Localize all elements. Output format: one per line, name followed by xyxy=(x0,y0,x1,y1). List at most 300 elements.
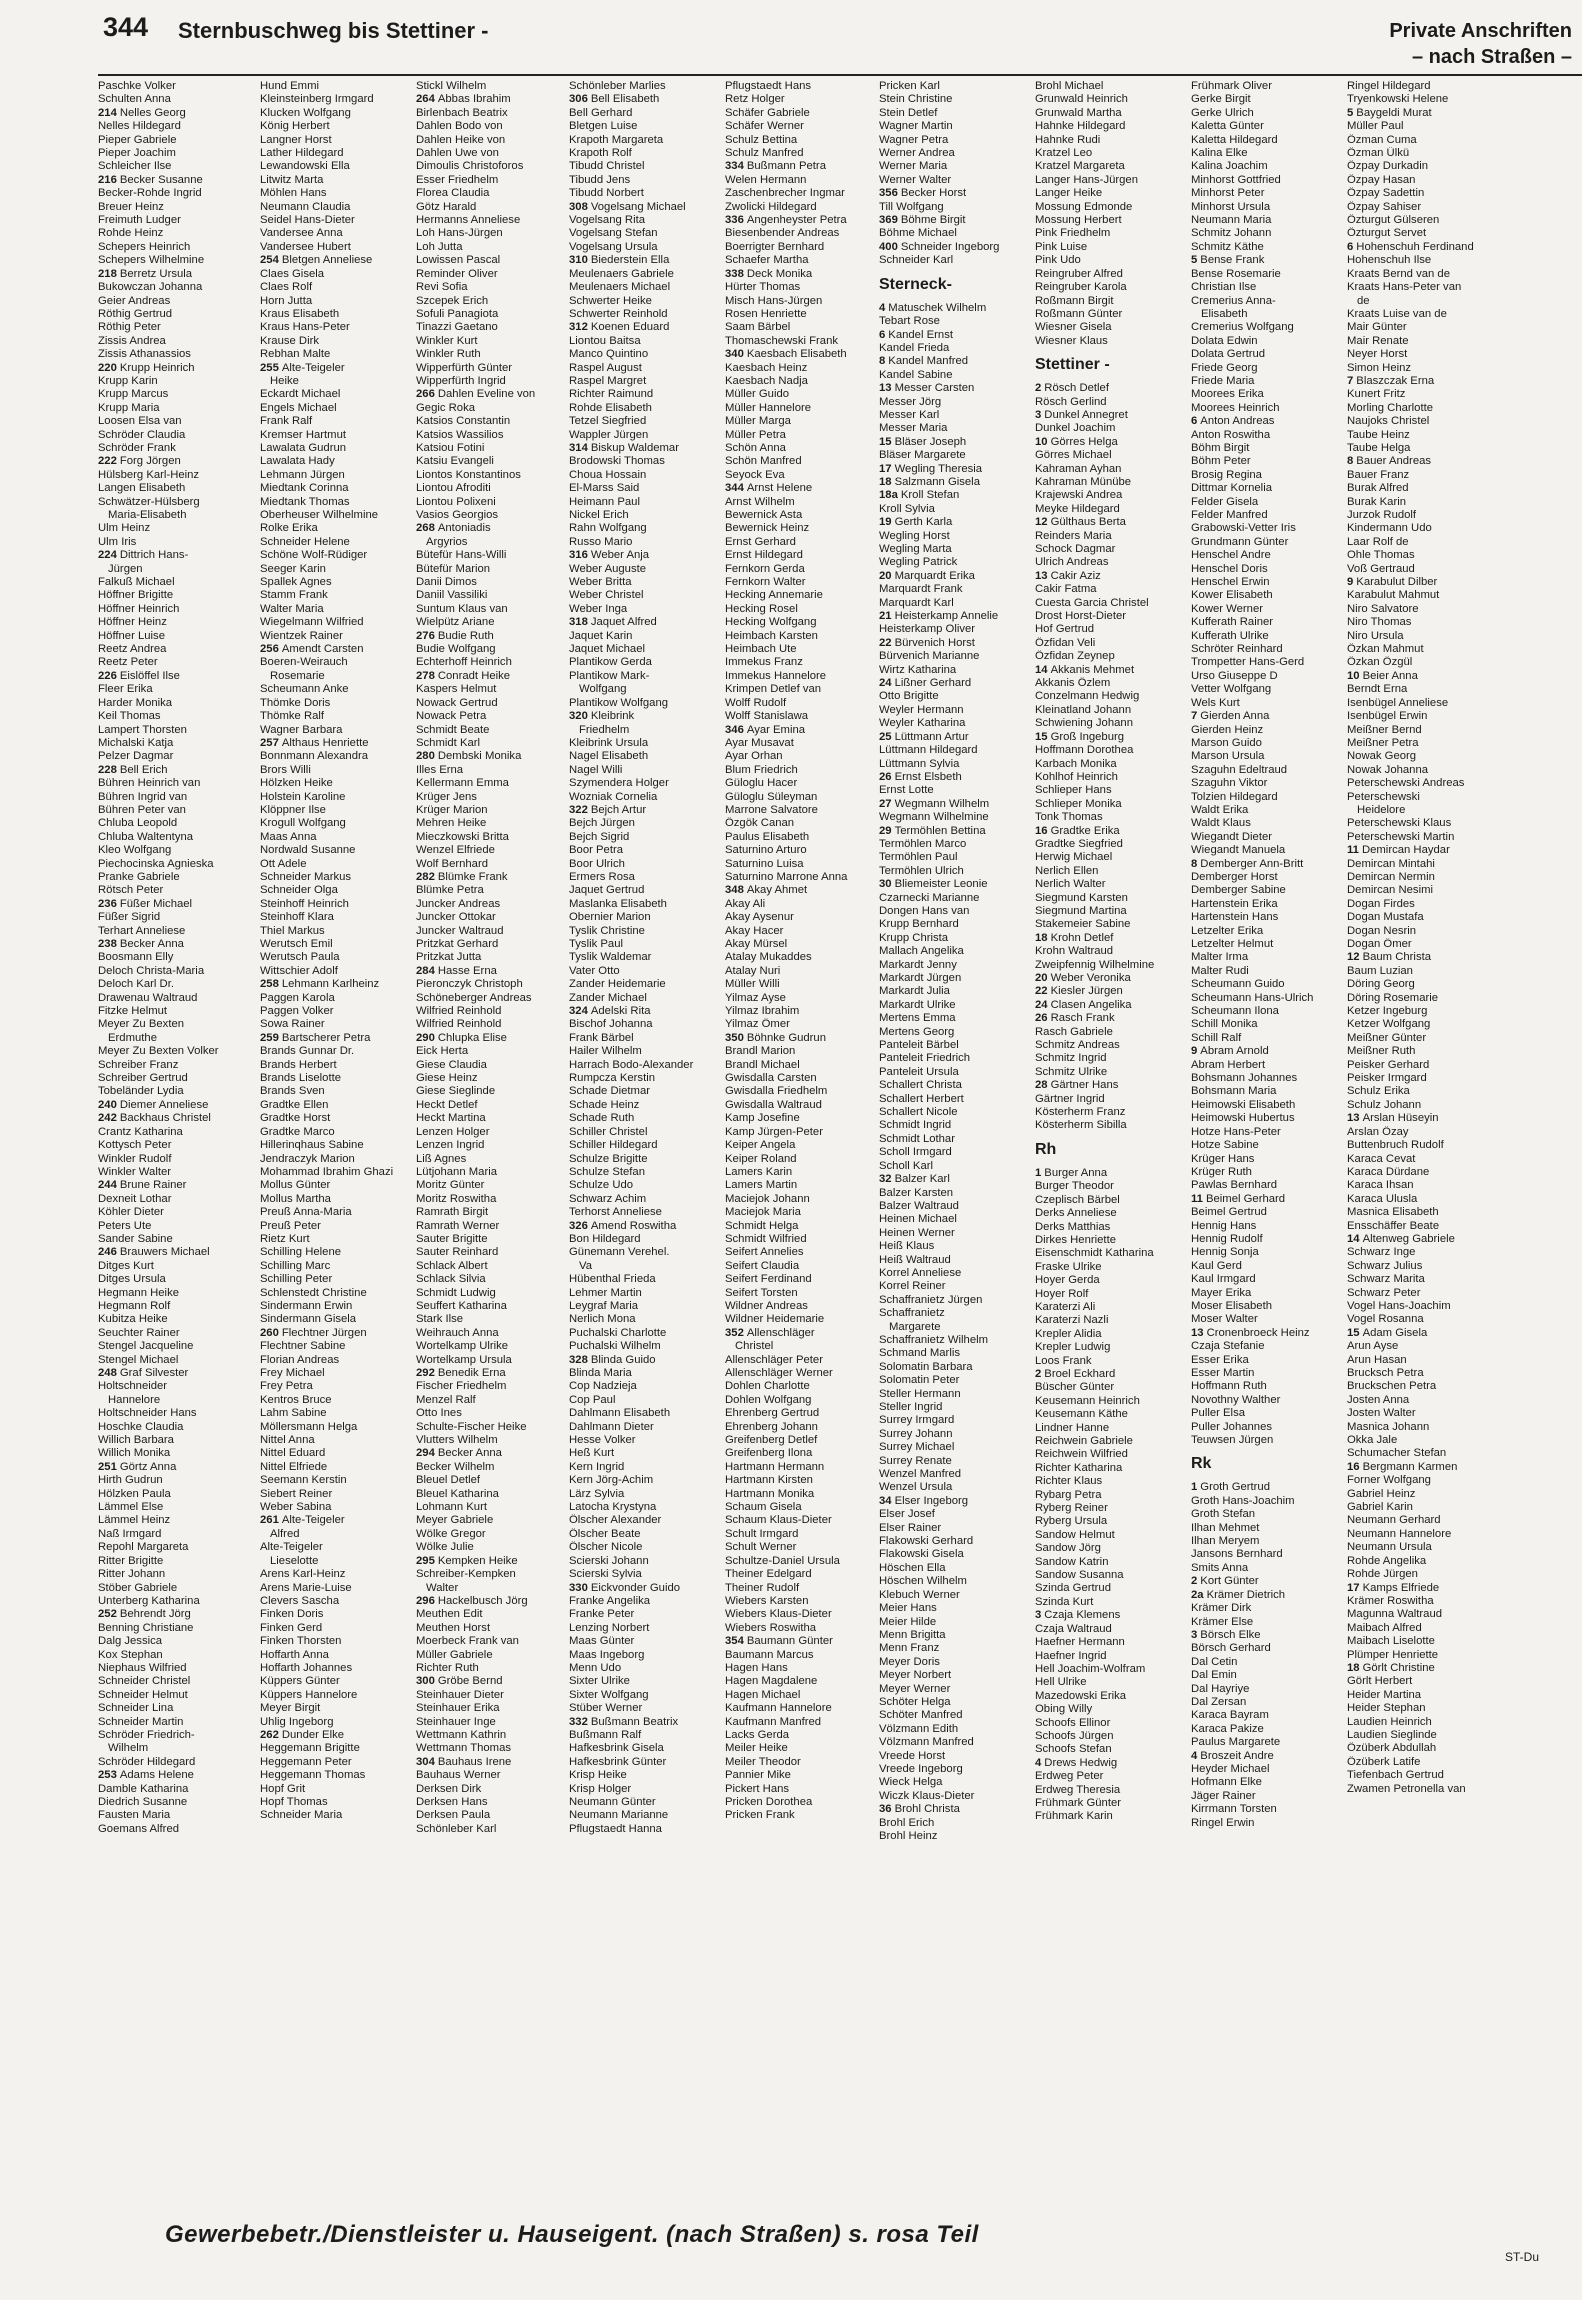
directory-entry: Illes Erna xyxy=(416,763,464,776)
directory-entry xyxy=(879,382,1042,395)
resident-name: Bauer Andreas xyxy=(1356,455,1432,468)
resident-name: Clasen Angelika xyxy=(1050,998,1132,1011)
resident-name: Dunkel Annegret xyxy=(1044,408,1128,421)
directory-entry: Schäfer Gabriele xyxy=(725,106,810,119)
directory-entry: Krapoth Margareta xyxy=(569,133,664,146)
directory-entry xyxy=(1035,1757,1195,1770)
house-number: 12 xyxy=(1035,516,1048,529)
directory-entry: Fischer Friedhelm xyxy=(416,1380,507,1393)
directory-entry: Mossung Herbert xyxy=(1035,214,1122,227)
directory-entry: Döring Rosemarie xyxy=(1347,991,1439,1004)
directory-entry: Czaja Stefanie xyxy=(1191,1340,1265,1353)
directory-entry: Voß Gertraud xyxy=(1347,562,1415,575)
directory-entry: Paggen Karola xyxy=(260,991,335,1004)
directory-entry xyxy=(1347,1582,1507,1595)
directory-entry: Vreede Horst xyxy=(879,1749,946,1762)
directory-entry: Peterschewski Martin xyxy=(1347,830,1455,843)
house-number: 22 xyxy=(1035,985,1048,998)
directory-entry: Dahlmann Elisabeth xyxy=(569,1407,671,1420)
directory-entry: Vasios Georgios xyxy=(416,509,499,521)
directory-entry: Schäfer Werner xyxy=(725,120,804,133)
directory-entry: Akay Ali xyxy=(725,897,766,910)
directory-entry: Gierden Heinz xyxy=(1191,723,1264,736)
directory-entry: Hoyer Gerda xyxy=(1035,1274,1100,1287)
directory-entry: Dal Zersan xyxy=(1191,1695,1247,1708)
directory-entry xyxy=(725,1327,885,1340)
directory-entry: Pricken Karl xyxy=(879,80,940,92)
directory-entry: Lärz Sylvia xyxy=(569,1487,625,1500)
directory-entry: Benning Christiane xyxy=(98,1621,194,1634)
directory-entry: Pieper Gabriele xyxy=(98,133,177,146)
house-number: 312 xyxy=(569,321,588,334)
directory-entry: Schepers Heinrich xyxy=(98,240,191,253)
directory-entry: Akkanis Özlem xyxy=(1035,677,1111,690)
house-number: 16 xyxy=(1347,1460,1360,1473)
directory-entry: Schallert Herbert xyxy=(879,1092,964,1105)
directory-entry xyxy=(569,321,729,334)
directory-entry: Erdweg Peter xyxy=(1035,1770,1104,1783)
directory-entry: Stein Christine xyxy=(879,93,953,106)
directory-entry: Geier Andreas xyxy=(98,294,171,307)
directory-entry: Seeger Karin xyxy=(260,562,326,575)
resident-name: Hasse Erna xyxy=(437,964,497,977)
house-number: 6 xyxy=(1191,415,1198,428)
directory-entry: Röthig Gertrud xyxy=(98,307,173,320)
directory-entry: Pritzkat Jutta xyxy=(416,951,482,964)
directory-entry: Kleo Wolfgang xyxy=(98,844,172,857)
directory-entry: Dahlen Bodo von xyxy=(416,120,503,133)
directory-entry: Hesse Volker xyxy=(569,1434,636,1447)
directory-entry: Günemann Verehel. xyxy=(569,1246,670,1259)
directory-entry: Schultze-Daniel Ursula xyxy=(725,1554,840,1567)
directory-entry: Özman Ülkü xyxy=(1347,147,1410,160)
directory-entry: Schoofs Stefan xyxy=(1035,1743,1112,1756)
house-number: 226 xyxy=(98,669,117,682)
directory-entry: Krämer Roswitha xyxy=(1347,1594,1434,1607)
directory-entry: Wagner Barbara xyxy=(260,723,343,736)
directory-entry: Hof Gertrud xyxy=(1035,623,1095,636)
directory-entry: Kaspers Helmut xyxy=(416,683,497,696)
directory-entry: Schlieper Hans xyxy=(1035,784,1112,797)
directory-entry: Allenschläger Werner xyxy=(725,1367,833,1379)
directory-entry: Damble Katharina xyxy=(98,1782,189,1795)
directory-entry: Scheumann Hans-Ulrich xyxy=(1191,991,1314,1004)
directory-entry xyxy=(569,93,729,106)
directory-entry: Karaterzi Ali xyxy=(1035,1300,1096,1313)
directory-entry: Wiesner Gisela xyxy=(1035,321,1112,334)
directory-entry xyxy=(1347,1461,1507,1474)
directory-entry: Tibudd Norbert xyxy=(569,187,644,200)
directory-entry: Vogelsang Ursula xyxy=(569,240,658,253)
directory-entry: Wenzel Manfred xyxy=(879,1468,962,1481)
directory-entry: Kandel Sabine xyxy=(879,368,953,381)
directory-entry xyxy=(569,549,729,562)
house-number: 255 xyxy=(260,361,279,374)
directory-entry: Steller Ingrid xyxy=(879,1401,943,1413)
directory-entry: Steinhoff Klara xyxy=(260,911,334,924)
directory-entry: Rohde Angelika xyxy=(1347,1554,1427,1567)
directory-entry: Naujoks Christel xyxy=(1347,415,1430,428)
directory-entry: Vogelsang Stefan xyxy=(569,227,658,240)
directory-entry: Meier Hilde xyxy=(879,1615,937,1628)
directory-entry: Sindermann Erwin xyxy=(260,1299,353,1312)
resident-name: Bartscherer Petra xyxy=(281,1031,371,1044)
resident-name: Kaesbach Elisabeth xyxy=(746,348,847,361)
resident-name: Beier Anna xyxy=(1362,669,1418,682)
directory-entry: Werner Maria xyxy=(879,160,948,173)
house-number: 3 xyxy=(1191,1628,1198,1641)
directory-entry: Sandow Katrin xyxy=(1035,1555,1109,1568)
directory-entry: Panteleit Friedrich xyxy=(879,1052,971,1065)
directory-entry: Preuß Anna-Maria xyxy=(260,1206,352,1219)
directory-entry: Bohsmann Johannes xyxy=(1191,1072,1298,1085)
directory-entry: Meyer Gabriele xyxy=(416,1514,494,1527)
house-number: 350 xyxy=(725,1031,744,1044)
directory-entry: Abram Herbert xyxy=(1191,1058,1266,1071)
directory-entry: Reichwein Gabriele xyxy=(1035,1435,1133,1447)
resident-name: Dunder Elke xyxy=(281,1728,345,1741)
resident-name: Diemer Anneliese xyxy=(119,1098,209,1111)
directory-entry: Schleicher Ilse xyxy=(98,160,172,173)
resident-name: Bußmann Beatrix xyxy=(590,1715,679,1728)
directory-entry: Dahlmann Dieter xyxy=(569,1420,654,1433)
directory-entry: Pricken Dorothea xyxy=(725,1796,813,1808)
directory-entry: Füßer Sigrid xyxy=(98,911,161,924)
directory-entry: Kamp Josefine xyxy=(725,1112,800,1125)
directory-entry: Letzelter Erika xyxy=(1191,924,1264,937)
directory-entry: Tyslik Christine xyxy=(569,924,645,937)
directory-entry xyxy=(260,1729,420,1742)
directory-column xyxy=(569,80,729,2195)
directory-entry: Zaschenbrecher Ingmar xyxy=(725,187,845,200)
directory-entry: Tolzien Hildegard xyxy=(1191,790,1278,803)
directory-entry: Dolata Edwin xyxy=(1191,334,1258,347)
house-number: 220 xyxy=(98,361,117,374)
directory-entry: Hürter Thomas xyxy=(725,281,801,294)
directory-entry: Hoffarth Anna xyxy=(260,1648,329,1661)
house-number: 15 xyxy=(1347,1326,1360,1339)
directory-entry: Hoyer Rolf xyxy=(1035,1287,1089,1300)
directory-entry: Zissis Andrea xyxy=(98,334,166,347)
directory-entry: Termöhlen Paul xyxy=(879,851,958,864)
directory-entry: Plümper Henriette xyxy=(1347,1648,1439,1661)
directory-entry: Menn Udo xyxy=(569,1661,622,1674)
resident-name: Deck Monika xyxy=(746,267,813,280)
directory-entry: Gegic Roka xyxy=(416,401,476,414)
directory-entry: Cakir Fatma xyxy=(1035,583,1097,596)
directory-entry: Falkuß Michael xyxy=(98,576,175,589)
directory-entry: Hillerinqhaus Sabine xyxy=(260,1139,364,1152)
directory-entry: Ditges Kurt xyxy=(98,1259,154,1272)
resident-name: Bergmann Karmen xyxy=(1362,1460,1458,1473)
directory-entry: Groth Stefan xyxy=(1191,1508,1256,1521)
directory-entry xyxy=(879,610,1039,623)
directory-entry: Markardt Julia xyxy=(879,985,950,998)
directory-entry: Ritter Johann xyxy=(98,1568,166,1581)
resident-name: Akkanis Mehmet xyxy=(1050,663,1135,676)
directory-entry: Özgök Canan xyxy=(725,817,795,830)
directory-entry: Malter Rudi xyxy=(1191,964,1249,977)
directory-entry: Akay Aysenur xyxy=(725,911,794,924)
directory-entry: Wenzel Elfriede xyxy=(416,844,495,857)
directory-entry: Kraats Luise van de xyxy=(1347,307,1447,320)
directory-entry: Naß Irmgard xyxy=(98,1527,162,1540)
page-number: 344 xyxy=(103,12,149,42)
directory-entry: Bruckschen Petra xyxy=(1347,1380,1437,1393)
directory-entry: Nowack Petra xyxy=(416,710,487,723)
directory-entry: Roßmann Günter xyxy=(1035,307,1123,320)
directory-entry xyxy=(1035,999,1195,1012)
directory-entry: Liontou Polixeni xyxy=(416,495,496,508)
directory-entry: Peters Ute xyxy=(98,1219,152,1232)
directory-entry: Schlack Albert xyxy=(416,1259,488,1272)
directory-entry: Nerlich Mona xyxy=(569,1313,636,1326)
directory-entry: Nordwald Susanne xyxy=(260,844,356,857)
directory-entry: Va xyxy=(579,1259,592,1272)
house-number: 18 xyxy=(1347,1661,1360,1674)
directory-entry: Weber Britta xyxy=(569,576,632,589)
directory-entry: Florea Claudia xyxy=(416,187,490,200)
directory-entry: Heisterkamp Oliver xyxy=(879,623,976,636)
resident-name: Kiesler Jürgen xyxy=(1050,985,1123,998)
resident-name: Schneider Ingeborg xyxy=(900,240,1000,253)
directory-entry: Steinhauer Erika xyxy=(416,1702,500,1715)
house-number: 15 xyxy=(1035,730,1048,743)
house-number: 27 xyxy=(879,797,892,810)
directory-entry: Bense Rosemarie xyxy=(1191,267,1281,280)
house-number: 266 xyxy=(416,388,435,401)
directory-entry: Wenzel Ursula xyxy=(879,1481,953,1494)
directory-entry: Messer Karl xyxy=(879,408,940,421)
directory-entry: Panteleit Ursula xyxy=(879,1065,959,1078)
resident-name: Cronenbroeck Heinz xyxy=(1206,1326,1310,1339)
directory-entry: Manco Quintino xyxy=(569,348,649,361)
directory-entry: Schade Heinz xyxy=(569,1098,640,1111)
resident-name: Alte-Teigeler xyxy=(281,1514,345,1527)
directory-entry: Arslan Özay xyxy=(1347,1125,1409,1138)
directory-entry: Christian Ilse xyxy=(1191,281,1257,294)
directory-entry: Burak Karin xyxy=(1347,495,1407,508)
directory-entry: Spallek Agnes xyxy=(260,576,332,589)
directory-entry: Berndt Erna xyxy=(1347,683,1408,696)
directory-entry: Tiefenbach Gertrud xyxy=(1347,1769,1444,1782)
directory-entry: Reminder Oliver xyxy=(416,267,498,280)
directory-entry: Gradtke Marco xyxy=(260,1125,335,1138)
directory-entry: Biesenbender Andreas xyxy=(725,227,840,240)
directory-entry: Scierski Johann xyxy=(569,1554,649,1567)
directory-entry: Kern Ingrid xyxy=(569,1460,625,1473)
directory-entry: Büscher Günter xyxy=(1035,1381,1115,1394)
directory-entry: Kremser Hartmut xyxy=(260,428,346,441)
directory-entry: Pickert Hans xyxy=(725,1782,790,1795)
directory-entry: Florian Andreas xyxy=(260,1353,340,1366)
directory-entry: Sandow Helmut xyxy=(1035,1528,1115,1541)
directory-entry: Demberger Sabine xyxy=(1191,884,1286,897)
directory-entry: Schwarz Peter xyxy=(1347,1286,1421,1299)
directory-entry: Hennig Hans xyxy=(1191,1219,1257,1232)
page-header xyxy=(0,0,1582,80)
directory-entry: Karaterzi Nazli xyxy=(1035,1314,1109,1327)
directory-entry: Schade Ruth xyxy=(569,1112,635,1125)
house-number: 254 xyxy=(260,254,279,267)
directory-entry: Kandel Frieda xyxy=(879,341,950,354)
directory-entry: Katsios Wassilios xyxy=(416,428,504,441)
directory-entry: Ulrich Andreas xyxy=(1035,556,1109,569)
directory-entry: Hohenschuh Ilse xyxy=(1347,254,1432,267)
directory-entry: Friede Georg xyxy=(1191,361,1258,374)
house-number: 328 xyxy=(569,1353,588,1366)
directory-entry: Kaul Irmgard xyxy=(1191,1273,1256,1286)
directory-entry: Wildner Andreas xyxy=(725,1299,808,1312)
directory-entry: Schulze Stefan xyxy=(569,1165,645,1178)
directory-entry: Yilmaz Ayse xyxy=(725,991,786,1004)
directory-entry xyxy=(725,268,885,281)
directory-entry: Fernkorn Gerda xyxy=(725,562,805,575)
resident-name: Kleibrink xyxy=(590,710,635,723)
directory-entry: Horn Jutta xyxy=(260,294,313,307)
directory-entry: Heiß Waltraud xyxy=(879,1253,951,1266)
directory-entry: Klebuch Werner xyxy=(879,1588,960,1601)
directory-entry: Deloch Christa-Maria xyxy=(98,964,205,977)
directory-entry: Szaguhn Viktor xyxy=(1191,777,1268,790)
directory-entry: Becker-Rohde Ingrid xyxy=(98,187,202,200)
directory-entry: Schreiber-Kempken xyxy=(416,1568,516,1581)
resident-name: Althaus Henriette xyxy=(281,736,369,749)
house-number: 248 xyxy=(98,1367,117,1379)
directory-entry xyxy=(1035,1012,1195,1025)
directory-entry: Burger Theodor xyxy=(1035,1180,1114,1193)
house-number: 10 xyxy=(1347,669,1360,682)
directory-entry: Demberger Horst xyxy=(1191,870,1278,883)
directory-entry: Masnica Johann xyxy=(1347,1420,1430,1433)
resident-name: Blümke Frank xyxy=(437,870,508,883)
directory-entry: Schön Anna xyxy=(725,441,786,454)
house-number: 13 xyxy=(1191,1326,1204,1339)
directory-entry xyxy=(1191,254,1351,267)
resident-name: Alte-Teigeler xyxy=(281,361,345,374)
house-number: 282 xyxy=(416,870,435,883)
directory-entry: Schallert Nicole xyxy=(879,1106,958,1119)
directory-entry: Krüger Marion xyxy=(416,803,488,816)
directory-entry: Solomatin Peter xyxy=(879,1374,960,1387)
directory-entry: Boor Ulrich xyxy=(569,857,625,870)
directory-entry xyxy=(1035,1368,1195,1381)
house-number: 19 xyxy=(879,516,892,529)
house-number: 332 xyxy=(569,1715,588,1728)
directory-entry: Grunwald Heinrich xyxy=(1035,93,1128,106)
directory-entry: Krüger Jens xyxy=(416,790,477,803)
directory-entry: Stein Detlef xyxy=(879,106,938,119)
resident-name: Bliemeister Leonie xyxy=(894,878,988,891)
directory-entry xyxy=(879,329,1039,342)
directory-entry: Heinen Michael xyxy=(879,1213,957,1226)
directory-entry xyxy=(98,1246,258,1259)
directory-entry: Dogan Ömer xyxy=(1347,938,1412,950)
resident-name: Rösch Detlef xyxy=(1044,382,1109,395)
directory-entry: Crantz Katharina xyxy=(98,1125,183,1138)
house-number: 224 xyxy=(98,549,117,562)
house-number: 354 xyxy=(725,1635,744,1648)
resident-name: Allenschläger xyxy=(746,1326,815,1339)
directory-entry: Esser Martin xyxy=(1191,1367,1255,1379)
directory-entry: Güloglu Hacer xyxy=(725,777,798,790)
house-number: 4 xyxy=(1191,1749,1198,1762)
directory-entry: Stark Ilse xyxy=(416,1313,464,1326)
directory-entry: Özpay Durkadin xyxy=(1347,160,1428,173)
directory-entry: Thomaschewski Frank xyxy=(725,334,839,347)
house-number: 4 xyxy=(1035,1756,1042,1769)
directory-entry: Neumann Günter xyxy=(569,1796,656,1808)
directory-entry: Schaum Gisela xyxy=(725,1501,802,1514)
directory-entry: Kunert Fritz xyxy=(1347,388,1406,401)
directory-entry: Böhm Birgit xyxy=(1191,441,1250,454)
directory-entry: Seuffert Katharina xyxy=(416,1299,507,1312)
resident-name: Arnst Helene xyxy=(746,482,813,495)
header-rule xyxy=(98,74,1582,76)
directory-entry: Leygraf Maria xyxy=(569,1299,639,1312)
directory-entry xyxy=(416,93,576,106)
resident-name: Gradtke Erika xyxy=(1050,824,1120,837)
resident-name: Eislöffel Ilse xyxy=(119,669,180,682)
directory-entry: Dohlen Charlotte xyxy=(725,1380,810,1393)
directory-entry xyxy=(725,1032,885,1045)
directory-entry: Revi Sofia xyxy=(416,281,468,294)
directory-entry: Möhlen Hans xyxy=(260,187,327,200)
house-number: 242 xyxy=(98,1112,117,1125)
directory-entry: Krohn Waltraud xyxy=(1035,945,1114,958)
directory-entry xyxy=(879,731,1039,744)
resident-name: Wegling Theresia xyxy=(894,462,983,475)
directory-entry xyxy=(98,268,258,281)
directory-entry: Heike xyxy=(270,374,299,387)
resident-name: Baygeldi Murat xyxy=(1356,106,1432,119)
directory-entry: Schmidt Karl xyxy=(416,736,481,749)
directory-entry: Moritz Günter xyxy=(416,1179,485,1192)
directory-entry: Theiner Edelgard xyxy=(725,1568,812,1581)
directory-entry xyxy=(725,348,885,361)
directory-entry xyxy=(1191,1481,1351,1494)
directory-entry: Margarete xyxy=(889,1320,941,1333)
directory-entry: Meyer Zu Bexten xyxy=(98,1018,185,1031)
resident-name: Bürvenich Horst xyxy=(894,636,975,649)
directory-entry: Kaul Gerd xyxy=(1191,1259,1242,1272)
directory-entry: Schröter Reinhard xyxy=(1191,643,1283,656)
directory-entry: Retz Holger xyxy=(725,93,785,106)
directory-entry: Henschel Erwin xyxy=(1191,576,1270,589)
directory-entry: Hecking Wolfgang xyxy=(725,616,817,629)
directory-entry: Vandersee Hubert xyxy=(260,240,351,253)
directory-entry: Rosemarie xyxy=(270,669,325,682)
directory-entry: Bühren Peter van xyxy=(98,803,186,816)
directory-entry: Letzelter Helmut xyxy=(1191,938,1274,950)
directory-entry: Thiel Markus xyxy=(260,924,325,937)
directory-entry: Götz Harald xyxy=(416,200,477,213)
directory-entry: Rumpcza Kerstin xyxy=(569,1072,656,1085)
directory-entry: Kahraman Ayhan xyxy=(1035,462,1122,475)
directory-entry: Zander Heidemarie xyxy=(569,978,666,991)
directory-entry: Ott Adele xyxy=(260,857,307,870)
directory-entry: Frey Michael xyxy=(260,1367,325,1379)
directory-entry: Bauhaus Werner xyxy=(416,1769,501,1782)
resident-name: Brune Rainer xyxy=(119,1179,187,1192)
directory-entry: Reichwein Wilfried xyxy=(1035,1448,1128,1461)
directory-entry: Siegmund Karsten xyxy=(1035,891,1128,904)
directory-entry xyxy=(1035,731,1195,744)
directory-entry: Wilfried Reinhold xyxy=(416,1018,502,1031)
directory-entry: Schiller Christel xyxy=(569,1125,648,1138)
directory-entry: Hartmann Monika xyxy=(725,1487,815,1500)
resident-name: Hohenschuh Ferdinand xyxy=(1356,240,1474,253)
